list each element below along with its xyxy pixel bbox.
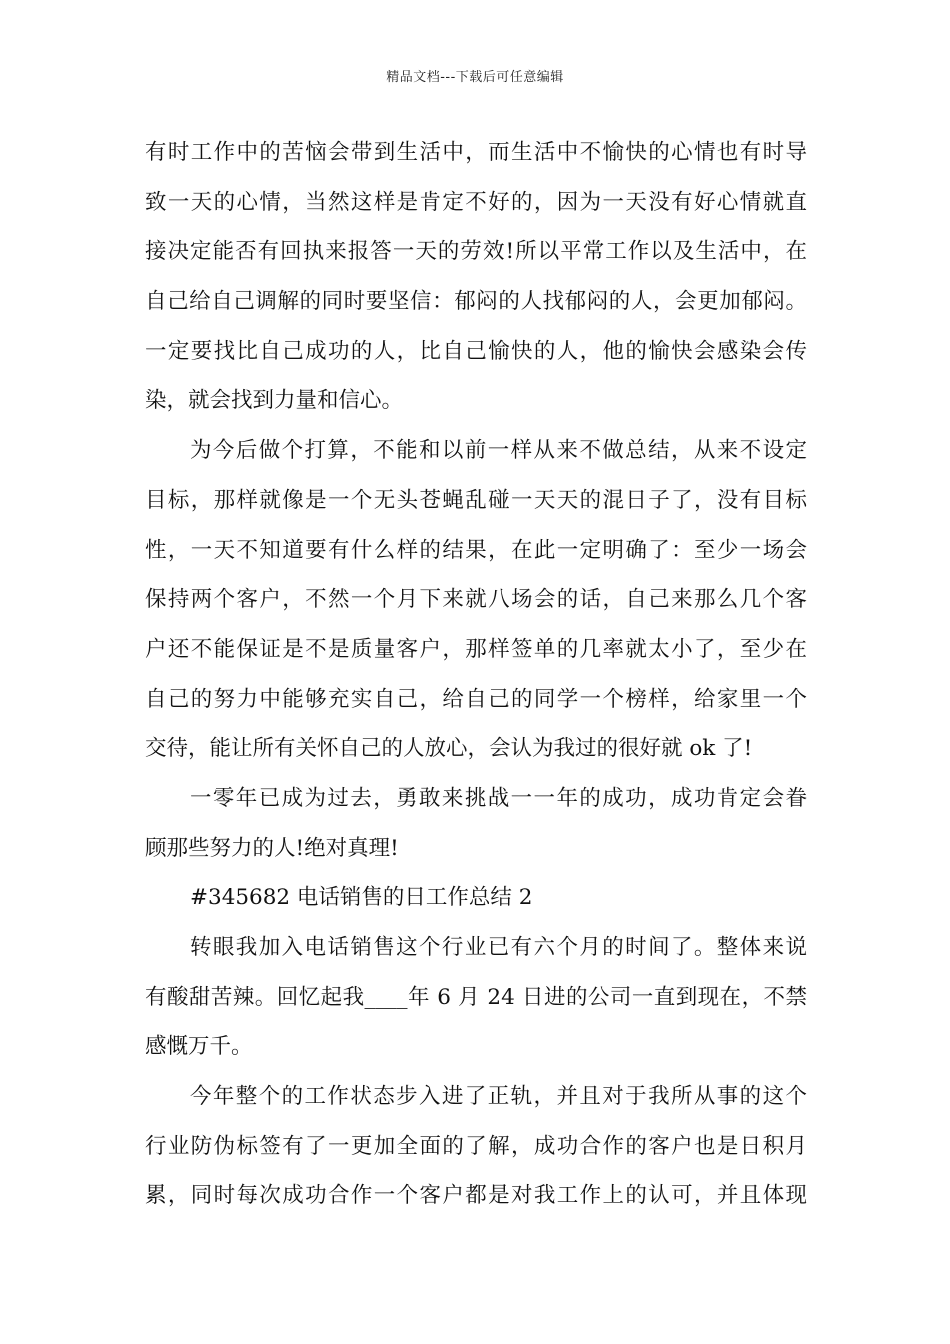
text-line: 致一天的心情，当然这样是肯定不好的，因为一天没有好心情就直 — [145, 189, 807, 215]
text-line: 为今后做个打算，不能和以前一样从来不做总结，从来不设定 — [190, 438, 807, 464]
text-line: 自己的努力中能够充实自己，给自己的同学一个榜样，给家里一个 — [145, 686, 807, 712]
text-line: 染，就会找到力量和信心。 — [145, 388, 404, 414]
text-line: 有时工作中的苦恼会带到生活中，而生活中不愉快的心情也有时导 — [145, 140, 807, 165]
text-line: 一零年已成为过去，勇敢来挑战一一年的成功，成功肯定会眷 — [190, 785, 807, 811]
text-line: 交待，能让所有关怀自己的人放心，会认为我过的很好就 ok 了! — [145, 736, 753, 762]
text-line: 保持两个客户，不然一个月下来就八场会的话，自己来那么几个客 — [145, 587, 807, 613]
text-line: 自己给自己调解的同时要坚信：郁闷的人找郁闷的人，会更加郁闷。 — [145, 289, 807, 315]
page-header: 精品文档---下载后可任意编辑 — [386, 70, 564, 85]
text-line: 今年整个的工作状态步入进了正轨，并且对于我所从事的这个 — [190, 1084, 807, 1110]
text-line: 顾那些努力的人!绝对真理! — [145, 835, 399, 861]
text-line: 接决定能否有回执来报答一天的劳效!所以平常工作以及生活中，在 — [145, 239, 807, 265]
section-heading: #345682 电话销售的日工作总结 2 — [190, 885, 533, 911]
text-line: 转眼我加入电话销售这个行业已有六个月的时间了。整体来说 — [190, 935, 807, 960]
text-line: 累，同时每次成功合作一个客户都是对我工作上的认可，并且体现 — [145, 1183, 807, 1209]
text-line: 有酸甜苦辣。回忆起我____年 6 月 24 日进的公司一直到现在，不禁 — [145, 984, 807, 1010]
text-line: 感慨万千。 — [145, 1034, 253, 1060]
text-line: 行业防伪标签有了一更加全面的了解，成功合作的客户也是日积月 — [145, 1133, 807, 1159]
text-line: 性，一天不知道要有什么样的结果，在此一定明确了：至少一场会 — [145, 537, 807, 563]
text-line: 户还不能保证是不是质量客户，那样签单的几率就太小了，至少在 — [145, 636, 807, 662]
document-body — [145, 128, 807, 1221]
text-line: 一定要找比自己成功的人，比自己愉快的人，他的愉快会感染会传 — [145, 338, 807, 364]
text-line: 目标，那样就像是一个无头苍蝇乱碰一天天的混日子了，没有目标 — [145, 487, 807, 513]
